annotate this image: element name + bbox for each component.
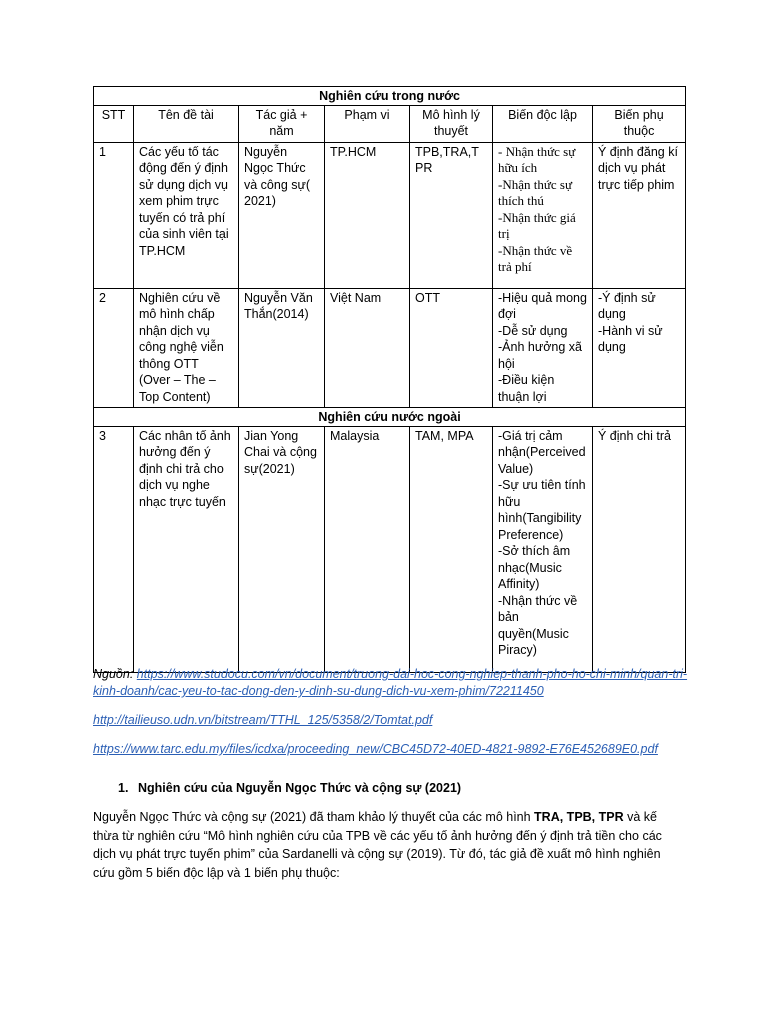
cell-stt: 2	[94, 288, 134, 408]
var-line: -Hành vi sử dụng	[598, 323, 663, 354]
cell-model: TAM, MPA	[410, 426, 493, 672]
col-header-scope: Phạm vi	[325, 105, 410, 142]
cell-scope: TP.HCM	[325, 142, 410, 288]
cell-stt: 3	[94, 426, 134, 672]
source-line	[93, 741, 693, 758]
table-row	[94, 288, 686, 408]
source-line	[93, 666, 693, 700]
body-paragraph: Nguyễn Ngọc Thức và cộng sự (2021) đã tham khảo lý thuyết của các mô hình TRA, TPB, TPR và kế thừa từ nghiên cứu “Mô hình nghiên cứu của TPB về các yếu tố ảnh hưởng đến ý định trả tiền cho các dịch vụ phát trực tuyến phim” của Sardanelli và cộng sự (2019). Từ đó, tác giả đề xuất mô hình nghiên cứu gồm 5 biến độc lập và 1 biến phụ thuộc:	[93, 810, 662, 880]
cell-author: Jian Yong Chai và cộng sự(2021)	[239, 426, 325, 672]
col-header-dependent: Biến phụ thuộc	[593, 105, 686, 142]
col-header-model: Mô hình lý thuyết	[410, 105, 493, 142]
var-line: -Điều kiện thuận lợi	[498, 373, 555, 404]
var-line: -Nhận thức về bản quyền(Music Piracy)	[498, 593, 578, 657]
var-line: -Dễ sử dụng	[498, 323, 568, 338]
cell-title: Nghiên cứu về mô hình chấp nhận dịch vụ công nghệ viễn thông OTT (Over – The – Top Content)	[134, 288, 239, 408]
cell-dependent	[593, 288, 686, 408]
cell-model: TPB,TRA,TPR	[410, 142, 493, 288]
cell-title: Các nhân tố ảnh hưởng đến ý định chi trả cho dịch vụ nghe nhạc trực tuyến	[134, 426, 239, 672]
col-header-title: Tên đề tài	[134, 105, 239, 142]
var-line: -Nhận thức giá trị	[498, 209, 576, 241]
table-header-row	[94, 105, 686, 142]
cell-scope: Việt Nam	[325, 288, 410, 408]
cell-dependent: Ý định chi trả	[593, 426, 686, 672]
literature-table	[93, 86, 686, 673]
cell-independent	[493, 288, 593, 408]
source-links	[93, 666, 693, 770]
heading-number: 1.	[118, 781, 129, 795]
cell-author: Nguyễn Ngọc Thức và công sự( 2021)	[239, 142, 325, 288]
source-line	[93, 712, 693, 729]
cell-model: OTT	[410, 288, 493, 408]
section-heading	[118, 780, 461, 797]
cell-author: Nguyễn Văn Thắn(2014)	[239, 288, 325, 408]
section-foreign: Nghiên cứu nước ngoài	[94, 408, 686, 427]
col-header-author: Tác giả + năm	[239, 105, 325, 142]
source-link-tailieuso[interactable]: http://tailieuso.udn.vn/bitstream/TTHL_125/5358/2/Tomtat.pdf	[93, 713, 433, 727]
cell-title: Các yếu tố tác động đến ý định sử dụng dịch vụ xem phim trực tuyến có trả phí của sinh viên tại TP.HCM	[134, 142, 239, 288]
cell-independent	[493, 142, 593, 288]
col-header-stt: STT	[94, 105, 134, 142]
cell-independent	[493, 426, 593, 672]
var-line: -Sự ưu tiên tính hữu hình(Tangibility Preference)	[498, 478, 586, 542]
var-line: -Nhận thức về trả phí	[498, 242, 573, 274]
col-header-independent: Biến độc lập	[493, 105, 593, 142]
var-line: -Nhận thức sự thích thú	[498, 176, 573, 208]
section-domestic: Nghiên cứu trong nước	[94, 87, 686, 106]
var-line: - Nhận thức sự hữu ích	[498, 143, 576, 175]
var-line: -Giá trị cảm nhận(Perceived Value)	[498, 428, 586, 476]
var-line: -Ý định sử dụng	[598, 290, 656, 321]
cell-stt: 1	[94, 142, 134, 288]
source-link-studocu[interactable]: https://www.studocu.com/vn/document/truong-dai-hoc-cong-nghiep-thanh-pho-ho-chi-minh/quan-tri-kinh-doanh/cac-yeu-to-tac-dong-den-y-dinh-su-dung-dich-vu-xem-phim/72211450	[93, 667, 688, 698]
table-row	[94, 142, 686, 288]
heading-text: Nghiên cứu của Nguyễn Ngọc Thức và cộng sự (2021)	[138, 781, 462, 795]
source-link-tarc[interactable]: https://www.tarc.edu.my/files/icdxa/proceeding_new/CBC45D72-40ED-4821-9892-E76E452689E0.pdf	[93, 742, 658, 756]
source-label: Nguồn:	[93, 667, 137, 681]
cell-dependent: Ý định đăng kí dịch vụ phát trực tiếp phim	[593, 142, 686, 288]
var-line: -Ảnh hưởng xã hội	[498, 340, 582, 371]
table-row	[94, 426, 686, 672]
var-line: -Hiệu quả mong đợi	[498, 290, 587, 321]
var-line: -Sở thích âm nhạc(Music Affinity)	[498, 544, 571, 591]
cell-scope: Malaysia	[325, 426, 410, 672]
